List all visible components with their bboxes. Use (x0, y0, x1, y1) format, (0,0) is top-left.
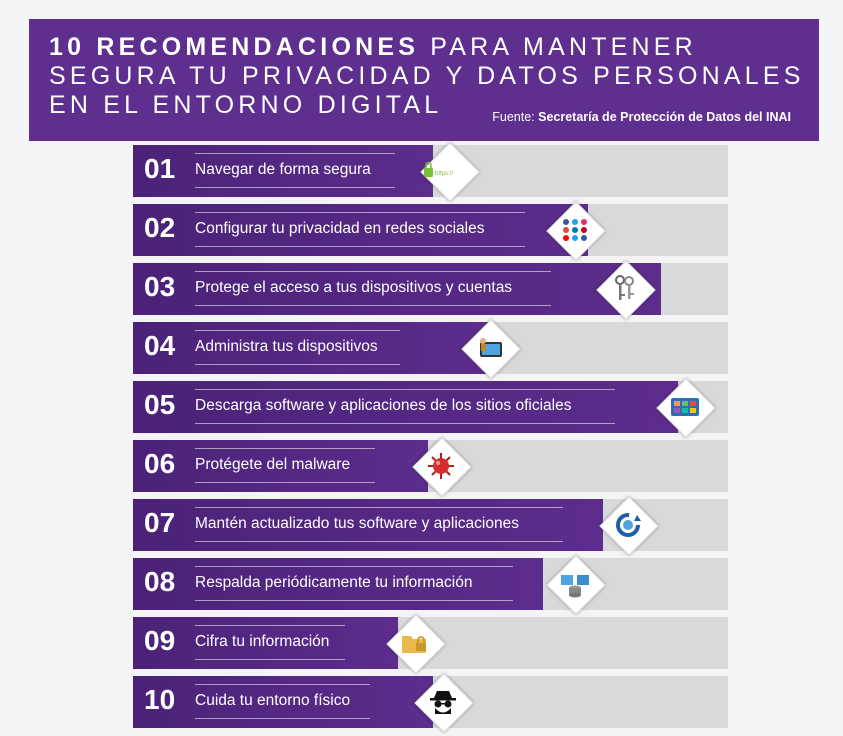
source-name: Secretaría de Protección de Datos del INAI (538, 110, 791, 124)
item-number: 10 (144, 684, 176, 715)
page-title (49, 33, 809, 120)
item-label: Protege el acceso a tus dispositivos y cuentas (195, 279, 513, 296)
svg-text:https://: https:// (435, 171, 454, 177)
title-rest: PARA MANTENER SEGURA TU PRIVACIDAD Y DATOS PERSONALES EN EL ENTORNO DIGITAL (49, 33, 805, 119)
list-item (133, 263, 728, 315)
social-networks-icon (557, 212, 593, 248)
encrypted-folder-icon (397, 625, 433, 661)
item-number: 07 (144, 507, 176, 538)
item-number: 04 (144, 330, 176, 361)
item-label: Cifra tu información (195, 633, 330, 650)
update-icon (610, 507, 646, 543)
item-label: Descarga software y aplicaciones de los sitios oficiales (195, 397, 572, 414)
item-label: Administra tus dispositivos (195, 338, 378, 355)
spy-icon (425, 684, 461, 720)
tablet-icon (472, 330, 508, 366)
header-banner (29, 19, 819, 141)
item-label: Respalda periódicamente tu información (195, 574, 473, 591)
backup-icon (557, 566, 593, 602)
list-item (133, 558, 728, 610)
item-label: Mantén actualizado tus software y aplicaciones (195, 515, 519, 532)
item-label: Protégete del malware (195, 456, 351, 473)
list-item (133, 440, 728, 492)
item-label: Cuida tu entorno físico (195, 692, 351, 709)
https-lock-icon (421, 153, 457, 189)
list-item (133, 204, 728, 256)
list-item (133, 499, 728, 551)
virus-icon (423, 448, 459, 484)
keys-icon (607, 271, 643, 307)
list-item (133, 381, 728, 433)
list-item (133, 145, 728, 197)
item-number: 06 (144, 448, 176, 479)
title-bold: 10 RECOMENDACIONES (49, 33, 420, 61)
item-number: 09 (144, 625, 176, 656)
list-item (133, 676, 728, 728)
list-item (133, 322, 728, 374)
list-item (133, 617, 728, 669)
item-label: Configurar tu privacidad en redes sociales (195, 220, 485, 237)
source-label: Fuente: (492, 110, 539, 124)
item-number: 08 (144, 566, 176, 597)
item-number: 05 (144, 389, 176, 420)
item-number: 03 (144, 271, 176, 302)
item-number: 01 (144, 153, 176, 184)
item-number: 02 (144, 212, 176, 243)
apps-icon (667, 389, 703, 425)
item-label: Navegar de forma segura (195, 161, 371, 178)
source-credit (492, 110, 791, 124)
